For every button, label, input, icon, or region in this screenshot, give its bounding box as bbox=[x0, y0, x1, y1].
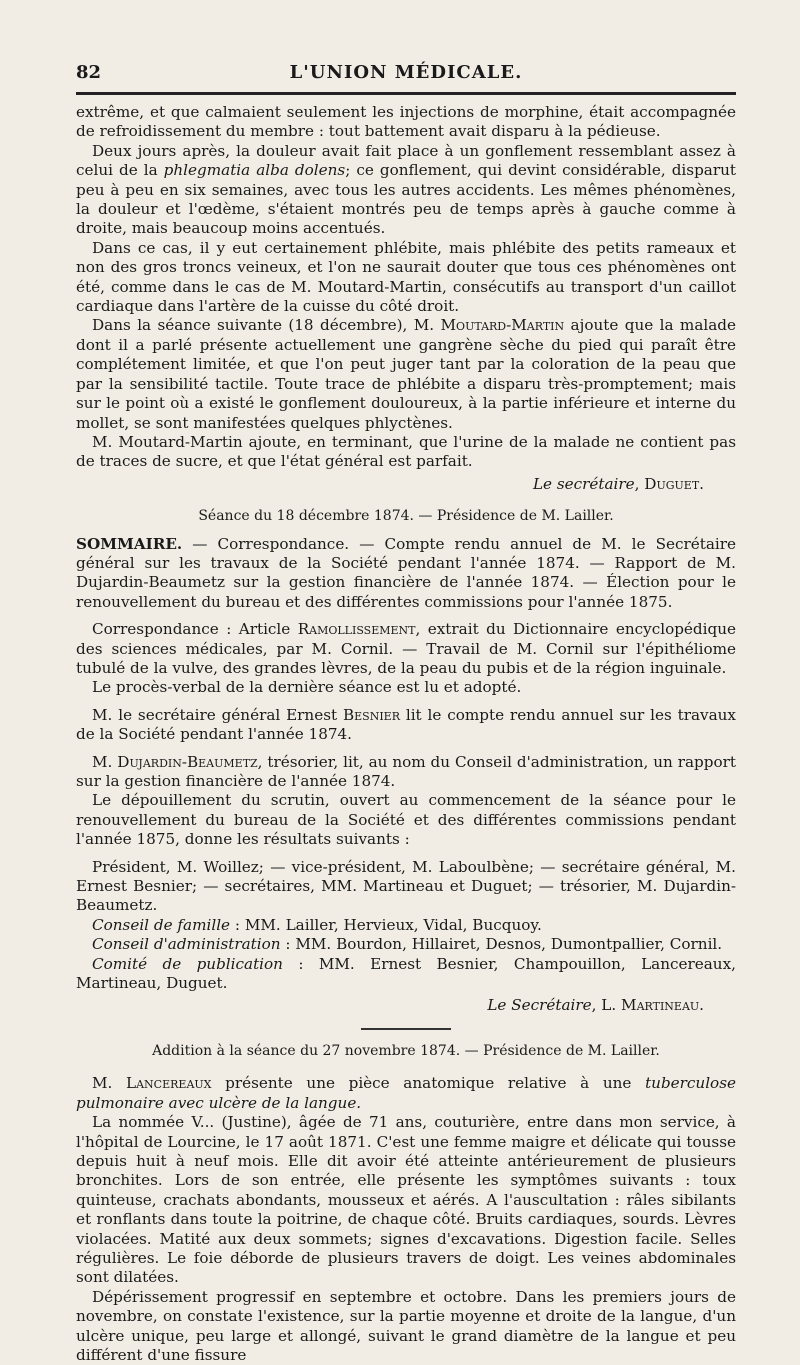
text-segment: Correspondance : Article bbox=[92, 620, 298, 639]
text-segment: M. bbox=[92, 752, 118, 771]
committee-members: : MM. Bourdon, Hillairet, Desnos, Dumontpallier, Cornil. bbox=[280, 935, 723, 954]
committee-label: Conseil d'administration bbox=[92, 935, 281, 954]
paragraph-gonflement bbox=[76, 142, 736, 239]
paragraph-seance-suivante bbox=[76, 316, 736, 432]
text-segment: ; ce gonflement, qui devint considérable, disparut peu à peu en six semaines, avec tous les autres accidents. Les mêmes phénomènes, la douleur et l'œdème, s'étaient montrés peu de temps après à gauche comme à droite, mais beaucoup moins accentués. bbox=[76, 161, 736, 238]
conseil-administration bbox=[76, 935, 736, 954]
committee-members: : MM. Ernest Besnier, Champouillon, Lancereaux, Martineau, Duguet. bbox=[76, 954, 736, 993]
committee-label: Conseil de famille bbox=[92, 915, 231, 934]
signature-name: Duguet bbox=[644, 474, 700, 493]
header-rule bbox=[76, 92, 736, 95]
sommaire-label: SOMMAIRE. bbox=[76, 534, 183, 553]
paragraph-scrutin: Le dépouillement du scrutin, ouvert au commencement de la séance pour le renouvellement du bureau de la Société et des différentes commissions pendant l'année 1875, donne les résultats suivants : bbox=[76, 791, 736, 849]
comite-publication bbox=[76, 955, 736, 994]
paragraph-lancereaux bbox=[76, 1074, 736, 1113]
text-segment: , trésorier, lit, au nom du Conseil d'administration, un rapport sur la gestion financière de l'année 1874. bbox=[76, 752, 736, 790]
paragraph-correspondance bbox=[76, 620, 736, 678]
author-name: Dujardin-Beaumetz bbox=[117, 752, 258, 771]
italic-title: tuberculose pulmonaire avec ulcère de la langue. bbox=[76, 1074, 736, 1112]
paragraph-tresorier bbox=[76, 753, 736, 792]
committee-label: Comité de publication bbox=[92, 954, 283, 973]
text-segment: lit le compte rendu annuel sur les travaux de la Société pendant l'année 1874. bbox=[76, 705, 736, 744]
section-rule bbox=[361, 1028, 451, 1030]
text-segment: M. le secrétaire général Ernest bbox=[92, 705, 343, 724]
signature-martineau: Le Secrétaire, L. Martineau. bbox=[487, 996, 704, 1015]
paragraph-continuation: extrême, et que calmaient seulement les injections de morphine, était accompagnée de refroidissement du membre : tout battement avait disparu à la pédieuse. bbox=[76, 103, 736, 141]
conseil-famille bbox=[76, 916, 736, 935]
sommaire-text: — Correspondance. — Compte rendu annuel de M. le Secrétaire général sur les travaux de la Société pendant l'année 1874. — Rapport de M. Dujardin-Beaumetz sur la gestion financière de l'année 1874. — Élection pour le renouvellement du bureau et des différentes commissions pour l'année 1875. bbox=[76, 534, 736, 611]
paragraph-proces-verbal: Le procès-verbal de la dernière séance est lu et adopté. bbox=[92, 678, 522, 697]
signature-role: Le secrétaire bbox=[532, 474, 635, 493]
signature-role: Le Secrétaire bbox=[487, 996, 592, 1015]
addition-heading: Addition à la séance du 27 novembre 1874. — Présidence de M. Lailler. bbox=[152, 1042, 660, 1059]
text-segment: M. bbox=[92, 1074, 127, 1093]
author-name: Moutard-Martin bbox=[440, 316, 565, 335]
article-title: Ramollissement bbox=[297, 620, 416, 639]
page-number: 82 bbox=[76, 62, 102, 83]
author-name: Besnier bbox=[342, 705, 400, 724]
text-segment: , extrait du Dictionnaire encyclopédique des sciences médicales, par M. Cornil. — Travail de M. Cornil sur l'épithéliome tubulé de la vulve, des grandes lèvres, de la peau du pubis et de la région inguinale. bbox=[76, 620, 736, 677]
author-name: Lancereaux bbox=[126, 1074, 212, 1093]
signature-name: L. Martineau bbox=[601, 996, 700, 1015]
paragraph-bureau: Président, M. Woillez; — vice-président, M. Laboulbène; — secrétaire général, M. Ernest Besnier; — secrétaires, MM. Martineau et Duguet; — trésorier, M. Dujardin-Beaumetz. bbox=[76, 857, 736, 915]
sommaire bbox=[76, 535, 736, 613]
running-header bbox=[76, 58, 736, 88]
paragraph-secretaire-general bbox=[76, 706, 736, 745]
paragraph-urine: M. Moutard-Martin ajoute, en terminant, que l'urine de la malade ne contient pas de traces de sucre, et que l'état général est parfait. bbox=[76, 432, 736, 471]
paragraph-case: La nommée V... (Justine), âgée de 71 ans, couturière, entre dans mon service, à l'hôpital de Lourcine, le 17 août 1871. C'est une femme maigre et délicate qui tousse depuis huit à neuf mois. Elle dit avoir été atteinte antérieurement de plusieurs bronchites. Lors de son entrée, elle présente les symptômes suivants : toux quinteuse, crachats abondants, mousseux et aérés. A l'auscultation : râles sibilants et ronflants dans toute la poitrine, de chaque côté. Bruits cardiaques, sourds. Lèvres violacées. Matité aux deux sommets; signes d'excavations. Digestion facile. Selles régulières. Le foie déborde de plusieurs travers de doigt. Les veines abdominales sont dilatées. bbox=[76, 1113, 736, 1287]
signature-duguet: Le secrétaire, Duguet. bbox=[532, 474, 704, 493]
paragraph-phlebite: Dans ce cas, il y eut certainement phlébite, mais phlébite des petits rameaux et non des gros troncs veineux, et l'on ne saurait douter que tous ces phénomènes ont été, comme dans le cas de M. Moutard-Martin, consécutifs au transport d'un caillot cardiaque dans l'artère de la cuisse du côté droit. bbox=[76, 238, 736, 316]
text-segment: Deux jours après, la douleur avait fait place à un gonflement ressemblant assez à celui de la bbox=[76, 141, 736, 180]
journal-title: L'UNION MÉDICALE. bbox=[289, 62, 523, 83]
committee-members: : MM. Lailler, Hervieux, Vidal, Bucquoy. bbox=[230, 915, 542, 934]
text-segment: ajoute que la malade dont il a parlé présente actuellement une gangrène sèche du pied qui paraît être complétement limitée, et que l'on peut juger tant par la coloration de la peau que par la sensibilité tactile. Toute trace de phlébite a disparu très-promptement; mais sur le point où a existé le gonflement douloureux, à la partie inférieure et interne du mollet, se sont manifestées quelques phlyctènes. bbox=[76, 316, 736, 432]
italic-term: phlegmatia alba dolens bbox=[163, 161, 346, 180]
seance-heading: Séance du 18 décembre 1874. — Présidence de M. Lailler. bbox=[198, 508, 614, 525]
text-segment: Dans la séance suivante (18 décembre), M. bbox=[92, 316, 441, 335]
text-segment: présente une pièce anatomique relative à une bbox=[211, 1074, 646, 1093]
paragraph-deperissement: Dépérissement progressif en septembre et octobre. Dans les premiers jours de novembre, on constate l'existence, sur la partie moyenne et droite de la langue, d'un ulcère unique, peu large et allongé, suivant le grand diamètre de la langue et peu différent d'une fissure bbox=[76, 1287, 736, 1364]
article-body bbox=[76, 103, 736, 1365]
